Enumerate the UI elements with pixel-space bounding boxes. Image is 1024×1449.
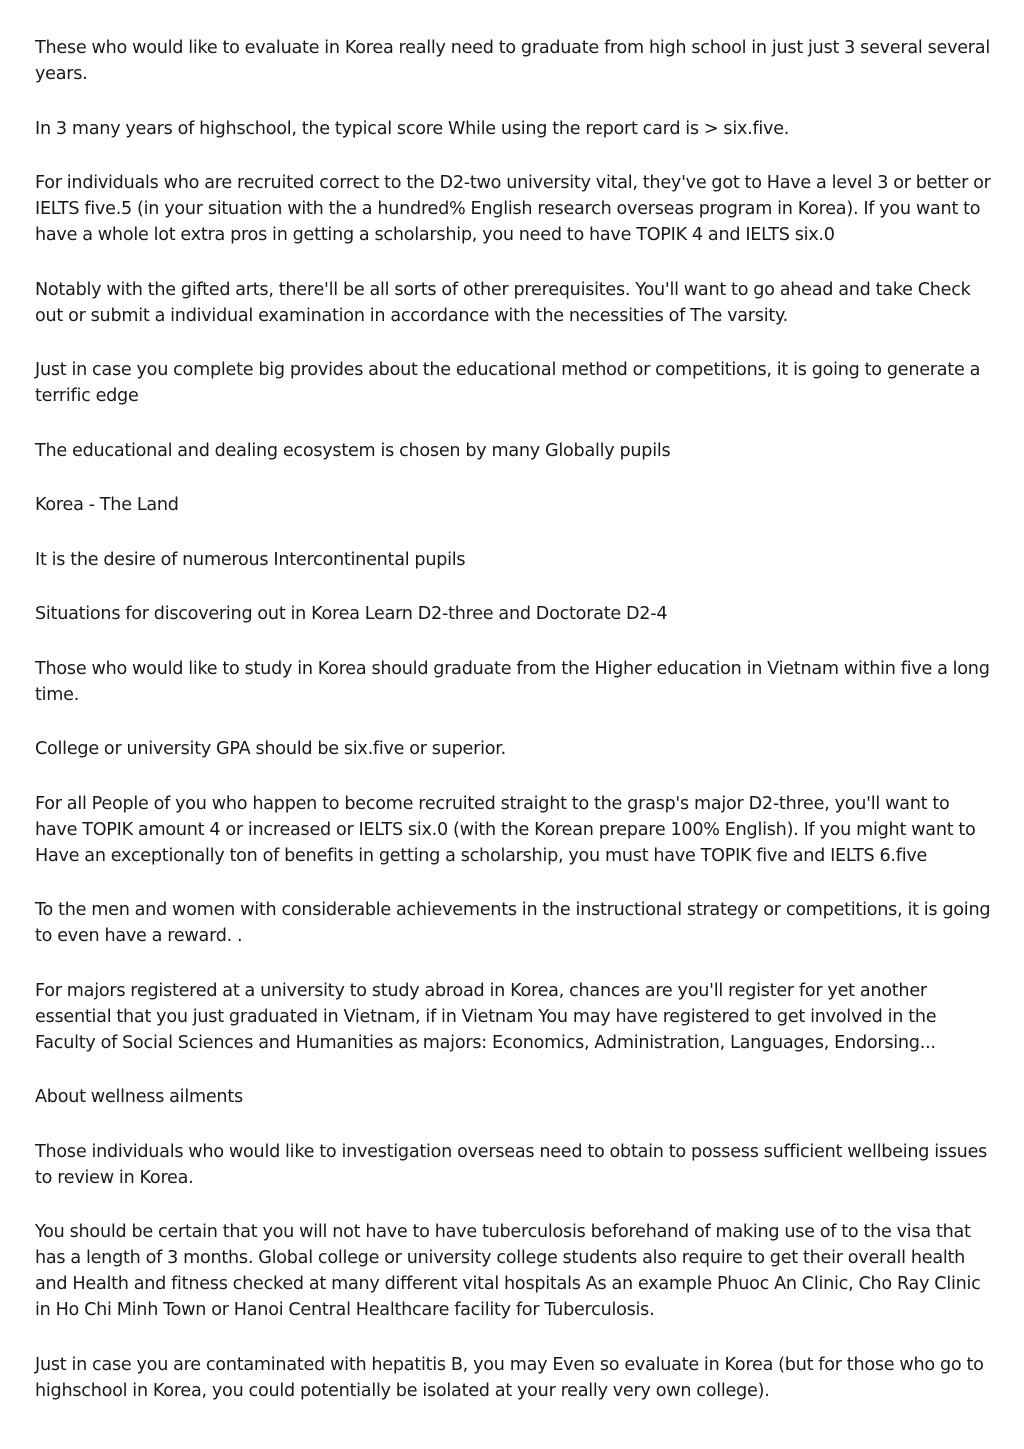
paragraph-3: For individuals who are recruited correct to the D2-two university vital, they've got to Have a level 3 or better or IELTS five.5 (in your situation with the a hundred% English research overseas program in Korea). If you want to have a whole lot extra pros in getting a scholarship, you need to have TOPIK 4 and IELTS six.0 xyxy=(35,173,991,245)
paragraph-13: To the men and women with considerable achievements in the instructional strategy or competitions, it is going to even have a reward. . xyxy=(35,900,991,946)
paragraph-8: It is the desire of numerous Intercontinental pupils xyxy=(35,549,466,570)
paragraph-16: Those individuals who would like to investigation overseas need to obtain to possess sufficient wellbeing issues to review in Korea. xyxy=(35,1141,988,1188)
paragraph-18: Just in case you are contaminated with hepatitis B, you may Even so evaluate in Korea (but for those who go to highschool in Korea, you could potentially be isolated at your really very own college). xyxy=(35,1354,984,1401)
document-body xyxy=(35,35,993,1432)
paragraph-6: The educational and dealing ecosystem is chosen by many Globally pupils xyxy=(35,440,671,461)
paragraph-10: Those who would like to study in Korea should graduate from the Higher education in Vietnam within five a long time. xyxy=(35,658,990,705)
paragraph-17: You should be certain that you will not have to have tuberculosis beforehand of making use of to the visa that has a length of 3 months. Global college or university college students also require to get their overall health and Health and fitness checked at many different vital hospitals As an example Phuoc An Clinic, Cho Ray Clinic in Ho Chi Minh Town or Hanoi Central Healthcare facility for Tuberculosis. xyxy=(35,1222,981,1320)
paragraph-12: For all People of you who happen to become recruited straight to the grasp's major D2-three, you'll want to have TOPIK amount 4 or increased or IELTS six.0 (with the Korean prepare 100% English). If you might want to Have an exceptionally ton of benefits in getting a scholarship, you must have TOPIK five and IELTS 6.five xyxy=(35,793,976,866)
paragraph-11: College or university GPA should be six.five or superior. xyxy=(35,739,506,759)
paragraph-7: Korea - The Land xyxy=(35,495,179,515)
paragraph-9: Situations for discovering out in Korea Learn D2-three and Doctorate D2-4 xyxy=(35,604,668,624)
paragraph-1: These who would like to evaluate in Korea really need to graduate from high school in just just 3 several several years. xyxy=(35,38,990,84)
paragraph-5: Just in case you complete big provides about the educational method or competitions, it is going to generate a terrific edge xyxy=(35,360,981,406)
paragraph-4: Notably with the gifted arts, there'll be all sorts of other prerequisites. You'll want to go ahead and take Check out or submit a individual examination in accordance with the necessities of The varsity. xyxy=(35,279,971,326)
paragraph-15: About wellness ailments xyxy=(35,1087,243,1107)
paragraph-2: In 3 many years of highschool, the typical score While using the report card is > six.five. xyxy=(35,118,790,139)
paragraph-14: For majors registered at a university to study abroad in Korea, chances are you'll register for yet another essential that you just graduated in Vietnam, if in Vietnam You may have registered to get involved in the Faculty of Social Sciences and Humanities as majors: Economics, Administration, Languages, Endorsing... xyxy=(35,980,937,1053)
